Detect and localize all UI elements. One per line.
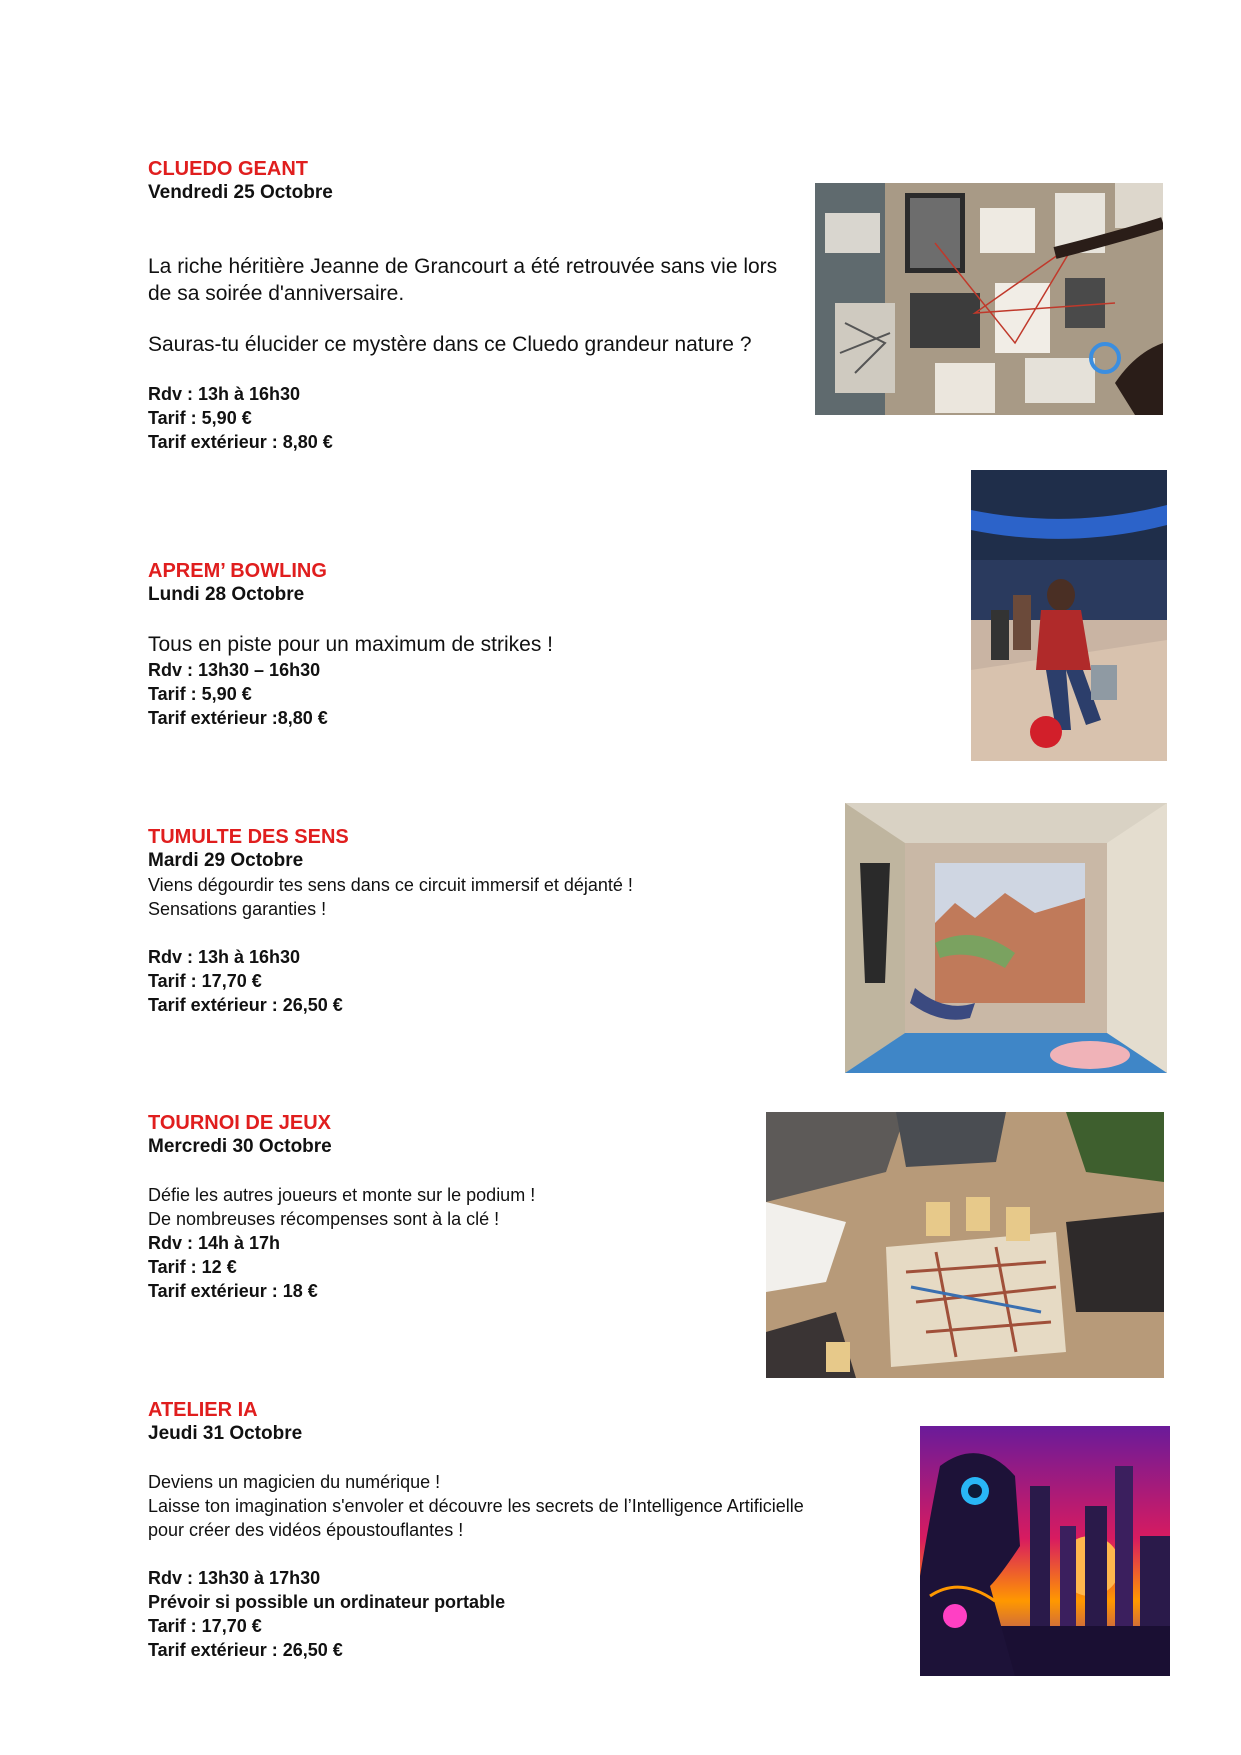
event-description: Défie les autres joueurs et monte sur le podium ! [148, 1185, 536, 1205]
investigation-board-photo [815, 183, 1163, 415]
event-tarif-exterieur: Tarif extérieur : 26,50 € [148, 995, 343, 1015]
event-rdv: Rdv : 14h à 17h [148, 1233, 281, 1253]
event-description: Tous en piste pour un maximum de strikes ! [148, 633, 554, 656]
event-title: TUMULTE DES SENS [148, 826, 349, 848]
ai-cyberpunk-illustration [920, 1426, 1170, 1676]
event-tarif: Tarif : 5,90 € [148, 684, 252, 704]
event-tarif: Tarif : 5,90 € [148, 408, 252, 428]
event-tournoi [148, 1111, 828, 1303]
event-description: La riche héritière Jeanne de Grancourt a été retrouvée sans vie lors de sa soirée d'anniversaire. [148, 255, 778, 305]
bowling-photo [971, 470, 1167, 761]
event-date: Mardi 29 Octobre [148, 850, 304, 871]
event-description: Laisse ton imagination s'envoler et découvre les secrets de l’Intelligence Artificielle pour créer des vidéos époustouflantes ! [148, 1496, 804, 1540]
event-rdv: Rdv : 13h30 à 17h30 [148, 1568, 321, 1588]
event-tarif: Tarif : 17,70 € [148, 971, 262, 991]
event-tarif: Tarif : 17,70 € [148, 1616, 262, 1636]
event-title: TOURNOI DE JEUX [148, 1112, 331, 1134]
upside-down-room-photo [845, 803, 1167, 1073]
event-description: Viens dégourdir tes sens dans ce circuit immersif et déjanté ! [148, 875, 633, 895]
event-title: ATELIER IA [148, 1399, 258, 1421]
event-tarif: Tarif : 12 € [148, 1257, 237, 1277]
event-date: Jeudi 31 Octobre [148, 1423, 303, 1444]
event-date: Lundi 28 Octobre [148, 584, 305, 605]
event-title: CLUEDO GEANT [148, 158, 308, 180]
event-description: Sauras-tu élucider ce mystère dans ce Cluedo grandeur nature ? [148, 333, 752, 356]
event-tarif-exterieur: Tarif extérieur :8,80 € [148, 708, 328, 728]
event-description: Deviens un magicien du numérique ! [148, 1472, 441, 1492]
event-bowling [148, 559, 828, 730]
event-title: APREM’ BOWLING [148, 560, 327, 582]
event-rdv: Rdv : 13h à 16h30 [148, 947, 301, 967]
event-tarif-exterieur: Tarif extérieur : 8,80 € [148, 432, 333, 452]
event-cluedo [148, 157, 828, 454]
event-date: Mercredi 30 Octobre [148, 1136, 332, 1157]
event-description: Sensations garanties ! [148, 899, 327, 919]
event-tumulte [148, 825, 828, 1017]
event-tarif-exterieur: Tarif extérieur : 18 € [148, 1281, 318, 1301]
event-date: Vendredi 25 Octobre [148, 182, 333, 203]
event-rdv: Rdv : 13h30 – 16h30 [148, 660, 321, 680]
board-game-photo [766, 1112, 1164, 1378]
event-atelier-ia [148, 1398, 828, 1662]
event-description: De nombreuses récompenses sont à la clé ! [148, 1209, 500, 1229]
event-note: Prévoir si possible un ordinateur portable [148, 1592, 506, 1612]
event-tarif-exterieur: Tarif extérieur : 26,50 € [148, 1640, 343, 1660]
event-rdv: Rdv : 13h à 16h30 [148, 384, 301, 404]
